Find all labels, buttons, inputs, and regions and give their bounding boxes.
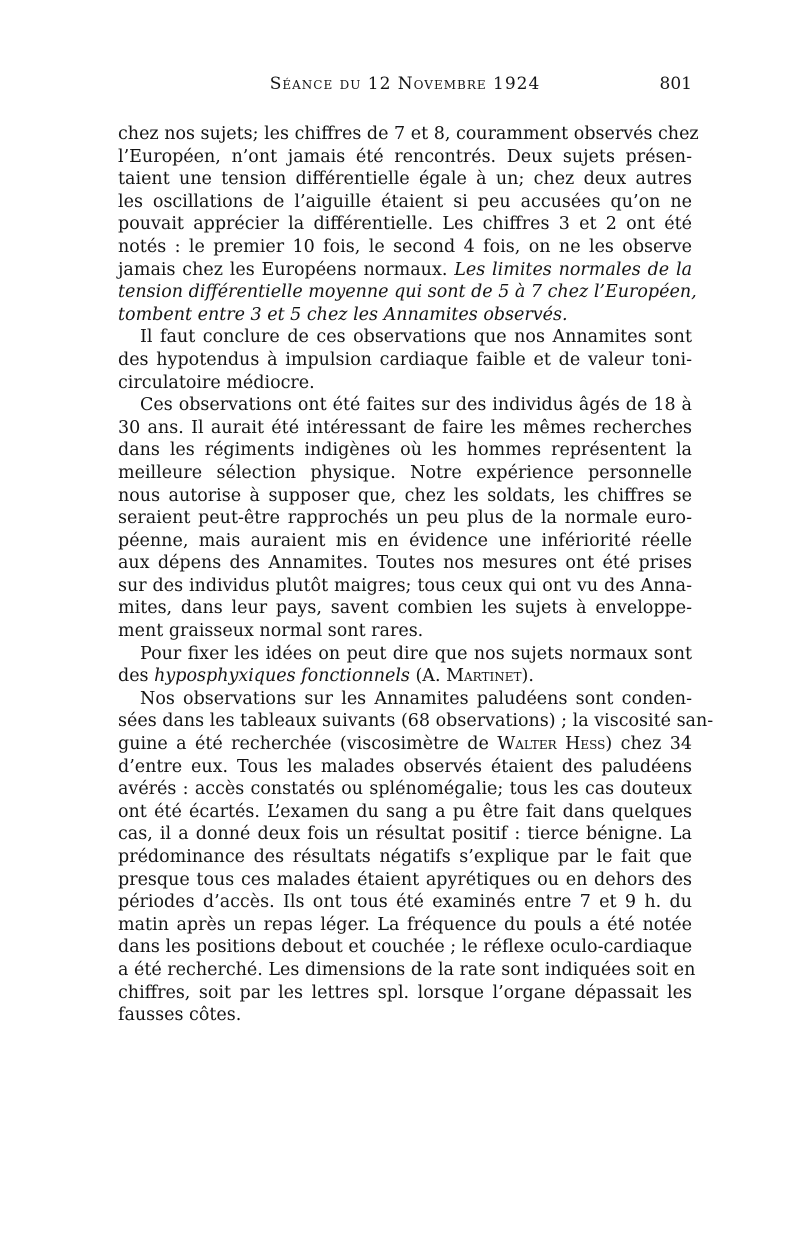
- text-line: [118, 259, 692, 282]
- text-segment: fausses côtes.: [118, 1005, 242, 1026]
- body-text: [118, 123, 714, 1027]
- text-line: [118, 213, 692, 236]
- text-line: [118, 439, 692, 462]
- italic-text: Les limites normales de la: [454, 259, 692, 280]
- text-segment: ont été écartés. L’examen du sang a pu être fait dans quelques: [118, 801, 692, 822]
- text-segment: d’entre eux. Tous les malades observés étaient des paludéens: [118, 756, 692, 777]
- text-line: [118, 281, 697, 304]
- text-segment: jamais chez les Européens normaux.: [118, 259, 455, 280]
- text-line: [118, 123, 699, 146]
- text-segment: chiffres, soit par les lettres spl. lorsque l’organe dépassait les: [118, 982, 692, 1003]
- text-segment: ) chez 34: [605, 734, 692, 755]
- text-line: [118, 349, 692, 372]
- text-line: [118, 936, 692, 959]
- text-line: [118, 665, 692, 688]
- text-segment: taient une tension différentielle égale à un; chez deux autres: [118, 169, 692, 190]
- text-segment: mites, dans leur pays, savent combien les sujets à enveloppe-: [118, 598, 692, 619]
- text-line: [118, 530, 692, 553]
- text-line: [118, 643, 692, 666]
- text-line: [118, 417, 692, 440]
- text-line: [118, 597, 692, 620]
- text-segment: dans les positions debout et couchée ; le réflexe oculo-cardiaque: [118, 937, 693, 958]
- text-line: [118, 778, 692, 801]
- text-line: [118, 869, 692, 892]
- text-segment: a été recherché. Les dimensions de la rate sont indiquées soit en: [118, 959, 696, 980]
- text-segment: Ces observations ont été faites sur des individus âgés de 18 à: [140, 395, 692, 416]
- text-segment: Il faut conclure de ces observations que nos Annamites sont: [140, 327, 692, 348]
- text-segment: l’Européen, n’ont jamais été rencontrés. Deux sujets présen-: [118, 146, 692, 167]
- text-line: [118, 688, 692, 711]
- italic-text: tension différentielle moyenne qui sont de 5 à 7 chez l’Européen,: [118, 282, 697, 303]
- text-segment: avérés : accès constatés ou splénomégalie; tous les cas douteux: [118, 779, 692, 800]
- text-line: [118, 801, 692, 824]
- text-line: [118, 462, 692, 485]
- text-segment: périodes d’accès. Ils ont tous été examinés entre 7 et 9 h. du: [118, 892, 692, 913]
- text-segment: (A.: [409, 666, 447, 687]
- text-segment: matin après un repas léger. La fréquence du pouls a été notée: [118, 914, 692, 935]
- text-segment: péenne, mais auraient mis en évidence une infériorité réelle: [118, 530, 692, 551]
- text-segment: seraient peut-être rapprochés un peu plus de la normale euro-: [118, 508, 692, 529]
- text-segment: dans les régiments indigènes où les hommes représentent la: [118, 440, 692, 461]
- text-line: [118, 823, 692, 846]
- text-segment: des: [118, 666, 155, 687]
- italic-text: tombent entre 3 et 5 chez les Annamites observés.: [118, 304, 568, 325]
- italic-text: hyposphyxiques fonctionnels: [154, 666, 410, 687]
- text-line: [118, 982, 692, 1005]
- text-line: [118, 507, 692, 530]
- text-line: [118, 914, 692, 937]
- text-segment: sées dans les tableaux suivants (68 observations) ; la viscosité san-: [118, 711, 714, 732]
- text-segment: les oscillations de l’aiguille étaient si peu accusées qu’on ne: [118, 191, 692, 212]
- text-line: [118, 168, 692, 191]
- text-segment: circulatoire médiocre.: [118, 372, 315, 393]
- text-segment: chez nos sujets; les chiffres de 7 et 8, couramment observés chez: [118, 124, 699, 144]
- text-segment: presque tous ces malades étaient apyrétiques ou en dehors des: [118, 869, 692, 890]
- text-line: [118, 191, 692, 214]
- text-segment: aux dépens des Annamites. Toutes nos mesures ont été prises: [118, 553, 692, 574]
- text-segment: ).: [521, 666, 534, 687]
- text-segment: 30 ans. Il aurait été intéressant de faire les mêmes recherches: [118, 417, 692, 438]
- text-segment: pouvait apprécier la différentielle. Les chiffres 3 et 2 ont été: [118, 214, 692, 235]
- text-segment: ment graisseux normal sont rares.: [118, 621, 424, 642]
- text-segment: nous autorise à supposer que, chez les soldats, les chiffres se: [118, 485, 692, 506]
- text-segment: Pour fixer les idées on peut dire que nos sujets normaux sont: [140, 643, 692, 664]
- text-segment: meilleure sélection physique. Notre expérience personnelle: [118, 462, 692, 483]
- text-line: [118, 733, 692, 756]
- text-line: [118, 326, 692, 349]
- text-segment: cas, il a donné deux fois un résultat positif : tierce bénigne. La: [118, 824, 692, 845]
- text-line: [118, 959, 696, 982]
- small-caps-name: Walter Hess: [497, 734, 606, 755]
- text-segment: des hypotendus à impulsion cardiaque faible et de valeur toni-: [118, 349, 692, 370]
- text-line: [118, 575, 692, 598]
- text-line: [118, 394, 692, 417]
- text-line: [118, 756, 692, 779]
- text-line: [118, 846, 692, 869]
- text-segment: prédominance des résultats négatifs s’explique par le fait que: [118, 847, 692, 867]
- page-number: 801: [659, 74, 692, 94]
- text-line: [118, 891, 692, 914]
- text-segment: notés : le premier 10 fois, le second 4 fois, on ne les observe: [118, 236, 692, 257]
- text-line: [118, 552, 692, 575]
- running-title: Séance du 12 Novembre 1924: [269, 74, 541, 94]
- text-line: [118, 1004, 692, 1027]
- text-segment: sur des individus plutôt maigres; tous ceux qui ont vu des Anna-: [118, 575, 692, 596]
- text-segment: guine a été recherchée (viscosimètre de: [118, 734, 498, 755]
- text-segment: Nos observations sur les Annamites paludéens sont conden-: [140, 688, 692, 709]
- text-line: [118, 485, 692, 508]
- text-line: [118, 372, 692, 395]
- running-head: [118, 74, 692, 102]
- text-line: [118, 146, 692, 169]
- text-line: [118, 304, 692, 327]
- text-line: [118, 236, 692, 259]
- small-caps-name: Martinet: [446, 666, 522, 687]
- text-line: [118, 620, 692, 643]
- text-line: [118, 710, 714, 733]
